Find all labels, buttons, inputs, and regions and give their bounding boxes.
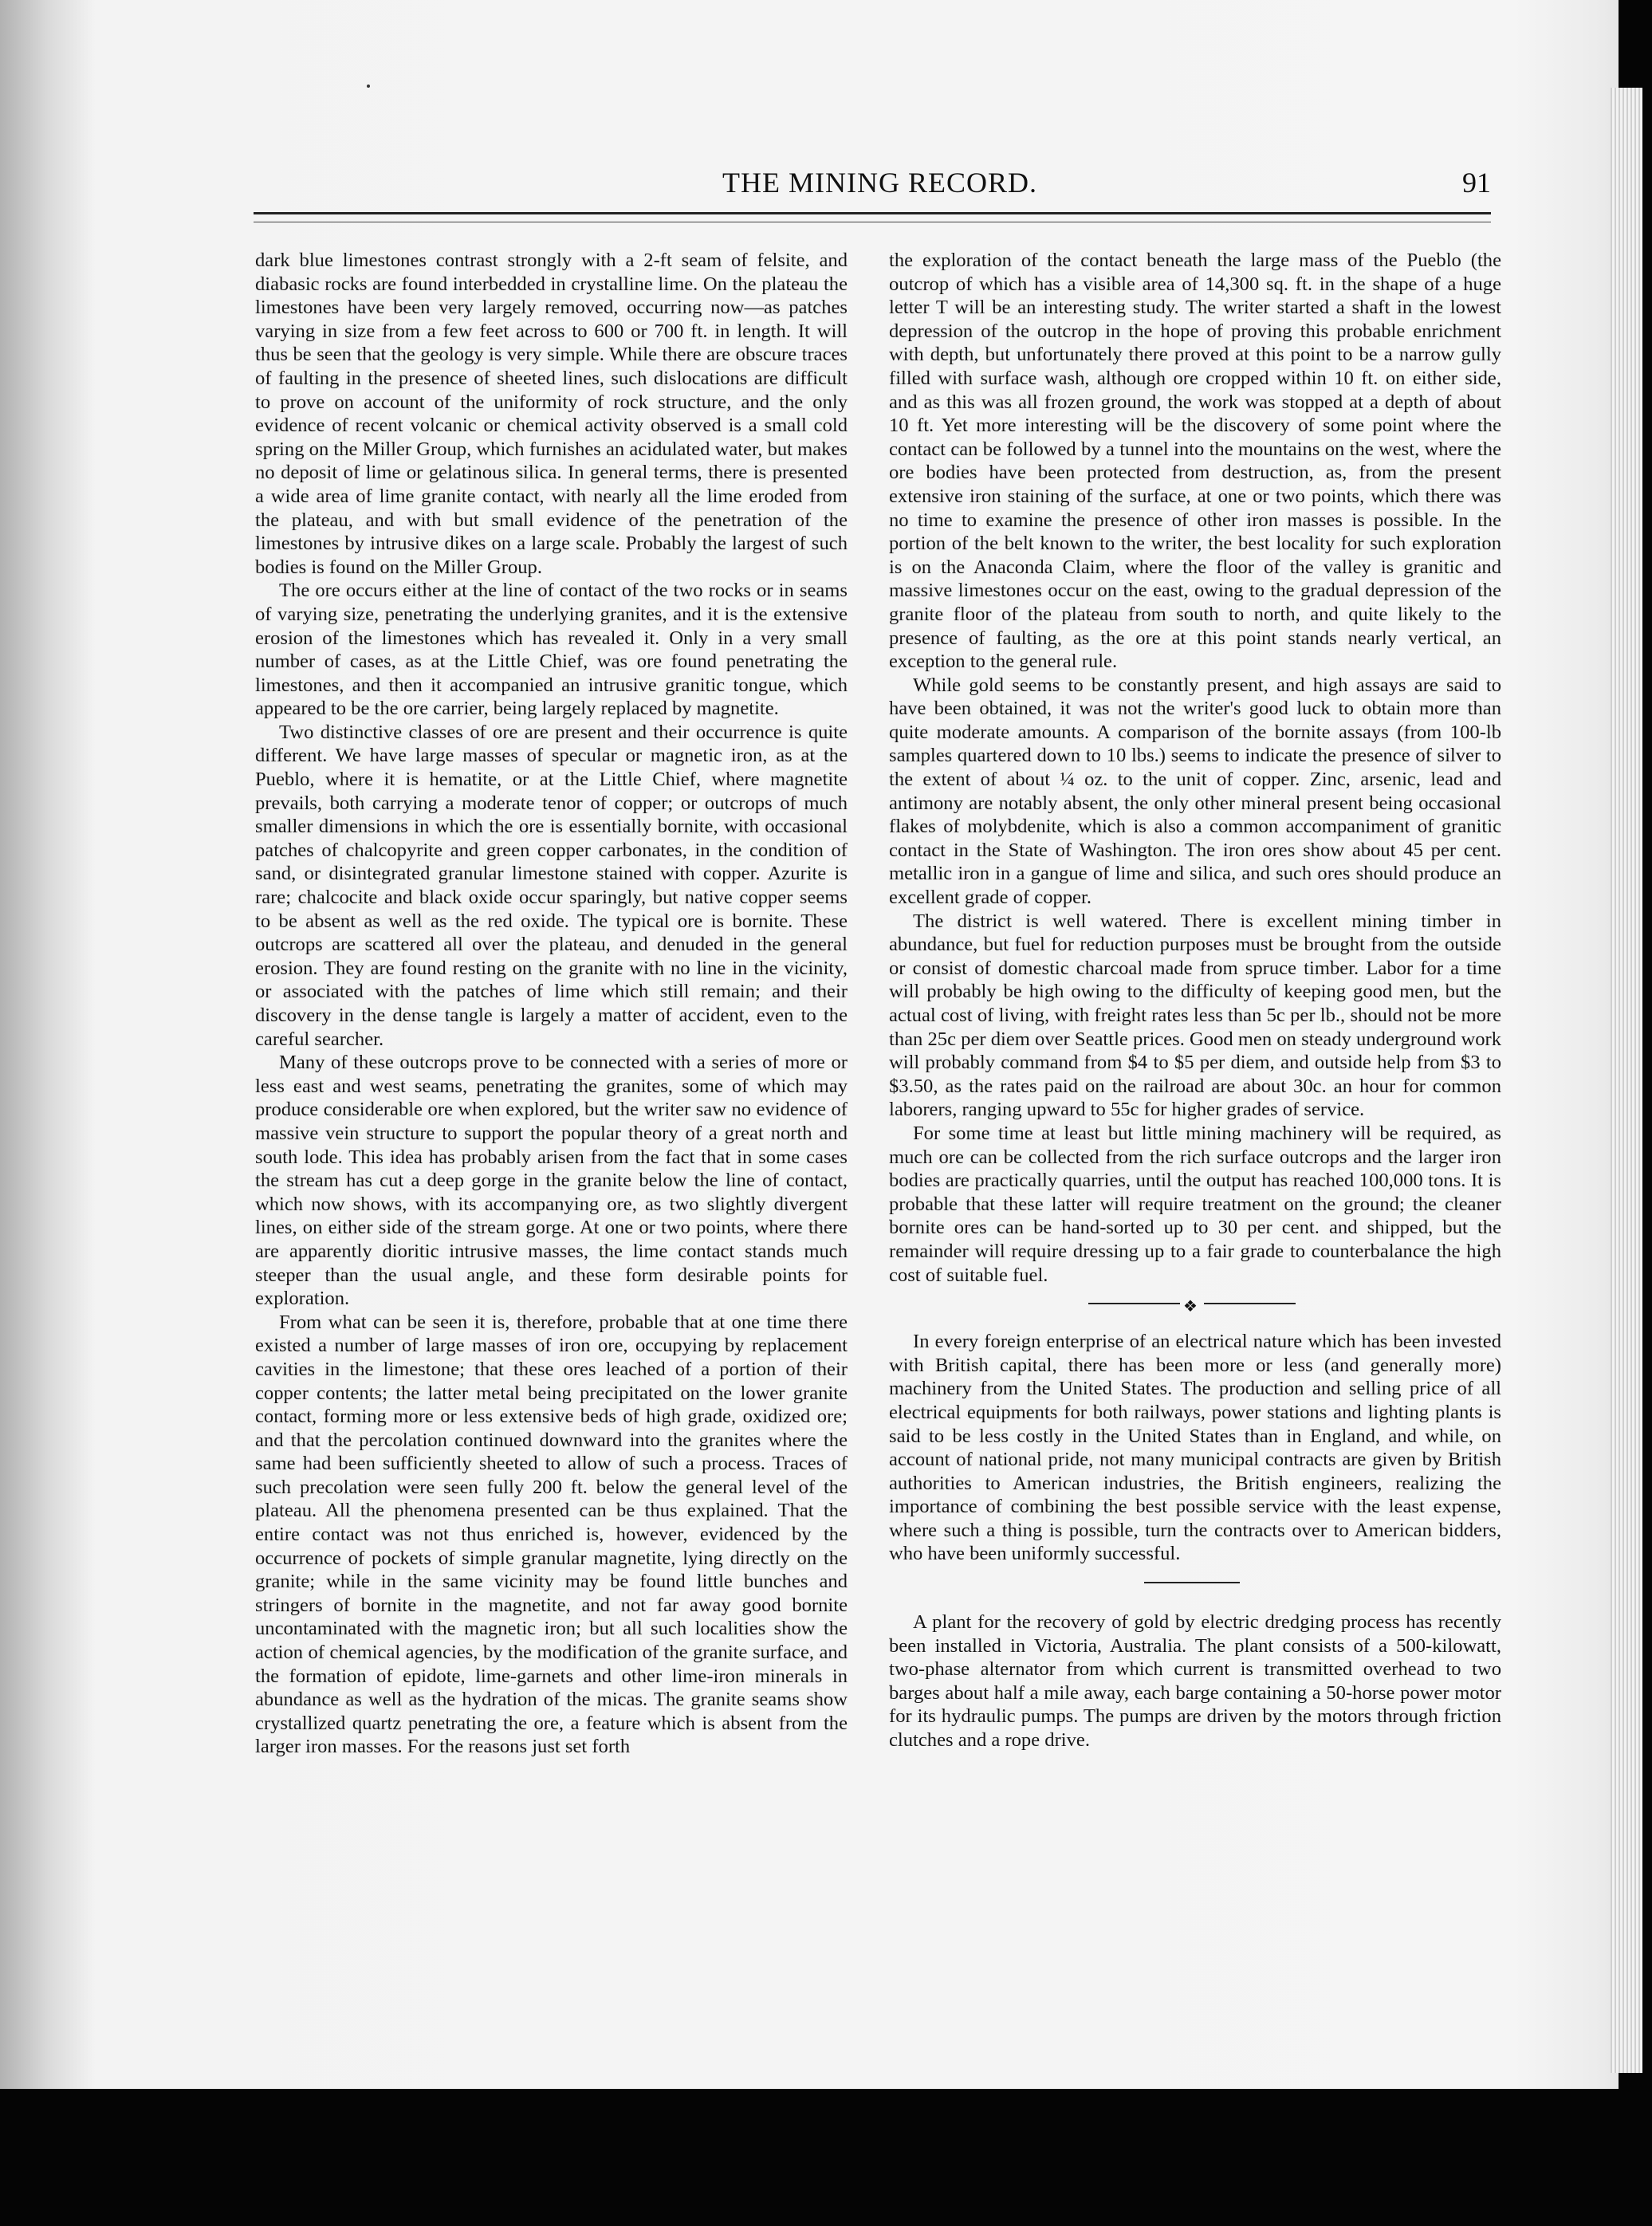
paragraph: Two distinctive classes of ore are present and their occurrence is quite different. We have large masses of specular or magnetic iron, as at the Pueblo, where it is hematite, or at the Little Chief, where magnetite prevails, both carrying a moderate tenor of copper; or outcrops of much smaller dimensions in which the ore is essentially bornite, with occasional patches of chalcopyrite and green copper carbonates, in the condition of sand, or disintegrated granular limestone stained with copper. Azurite is rare; chalcocite and black oxide occur sparingly, but native copper seems to be absent as well as the red oxide. The typical ore is bornite. These outcrops are scattered all over the plateau, and denuded in the general erosion. They are found resting on the granite with no line in the vicinity, or associated with the patches of lime which still remain; and their discovery in the dense tangle is largely a matter of accident, even to the careful searcher. [255,721,848,1050]
header-rule [254,212,1491,222]
right-column [889,249,1501,1752]
left-column [255,249,848,1759]
page-number: 91 [1462,167,1491,199]
paragraph: From what can be seen it is, therefore, probable that at one time there existed a number of large masses of iron ore, occupying by replacement cavities in the limestone; that these ores leached of a portion of their copper contents; the latter metal being precipitated on the lower granite contact, forming more or less extensive beds of high grade, oxidized ore; and that the percolation continued downward into the granites where the same had been sufficiently sheeted to allow of such a process. Traces of such precolation were seen fully 200 ft. below the general level of the plateau. All the phenomena presented can be thus explained. That the entire contact was not thus enriched is, however, evidenced by the occurrence of pockets of simple granular magnetite, lying directly on the granite; while in the same vicinity may be found little bunches and stringers of bornite in the magnetite, and not far away good bornite uncontaminated with the magnetic iron; but all such localities show the action of chemical agencies, by the modification of the granite surface, and the formation of epidote, lime-garnets and other lime-iron minerals in abundance as well as the hydration of the micas. The granite seams show crystallized quartz penetrating the ore, a feature which is absent from the larger iron masses. For the reasons just set forth [255,1311,848,1758]
separator-line [1144,1582,1240,1583]
binding-shadow [0,0,96,2089]
paragraph: the exploration of the contact beneath the large mass of the Pueblo (the outcrop of which has a visible area of 14,300 sq. ft. in the shape of a huge letter T will be an interesting study. The writer started a shaft in the lowest depression of the outcrop in the hope of proving this probable enrichment with depth, but unfortunately there proved at this point to be a narrow gully filled with surface wash, although ore cropped within 10 ft. on either side, and as this was all frozen ground, the work was stopped at a depth of about 10 ft. Yet more interesting will be the discovery of some point where the contact can be followed by a tunnel into the mountains on the west, where the ore bodies have been protected from destruction, as, from the present extensive iron staining of the surface, at one or two points, which there was no time to examine the presence of other iron masses is possible. In the portion of the belt known to the writer, the best locality for such exploration is on the Anaconda Claim, where the floor of the valley is granitic and massive limestones occur on the east, owing to the gradual depression of the granite floor of the plateau from south to north, and quite likely to the presence of faulting, as the ore at this point stands nearly vertical, an exception to the general rule. [889,250,1501,673]
scan-speck [367,85,370,88]
journal-title: THE MINING RECORD. [722,167,1037,199]
news-note [889,1330,1501,1566]
paragraph: For some time at least but little mining machinery will be required, as much ore can be collected from the rich surface outcrops and the larger iron bodies are practically quarries, until the output has reached 100,000 tons. It is probable that these latter will require treatment on the ground; the cleaner bornite ores can be hand-sorted up to 30 per cent. and shipped, but the remainder will require dressing up to a fair grade to counterbalance the high cost of suitable fuel. [889,1122,1501,1286]
paragraph: The district is well watered. There is excellent mining timber in abundance, but fuel for reduction purposes must be brought from the outside or consist of domestic charcoal made from spruce timber. Labor for a time will probably be high owing to the difficulty of keeping good men, but the actual cost of living, with freight rates less than 5c per lb., should not be more than 25c per diem over Seattle prices. Good men on steady underground work will probably command from $4 to $5 per diem, and outside help from $3 to $3.50, as the rates paid on the railroad are about 30c. an hour for common laborers, ranging upward to 55c for higher grades of service. [889,910,1501,1121]
paragraph: Many of these outcrops prove to be connected with a series of more or less east and west seams, penetrating the granites, some of which may produce considerable ore when explored, but the writer saw no evidence of massive vein structure to support the popular theory of a great north and south lode. This idea has probably arisen from the fact that in some cases the stream has cut a deep gorge in the granite below the line of contact, which now shows, with its accompanying ore, as two slightly divergent lines, on either side of the stream gorge. At one or two points, where there are apparently dioritic intrusive masses, the lime contact stands much steeper than the usual angle, and these form desirable points for exploration. [255,1052,848,1310]
paragraph: dark blue limestones contrast strongly with a 2-ft seam of felsite, and diabasic rocks are found interbedded in crystalline lime. On the plateau the limestones have been very largely removed, occurring now—as patches varying in size from a few feet across to 600 or 700 ft. in length. It will thus be seen that the geology is very simple. While there are obscure traces of faulting in the presence of sheeted lines, such dislocations are difficult to prove on account of the uniformity of rock structure, and the only evidence of recent volcanic or chemical activity observed is a small cold spring on the Miller Group, which furnishes an acidulated water, but makes no deposit of lime or gelatinous silica. In general terms, there is presented a wide area of lime granite contact, with nearly all the lime eroded from the plateau, and with but small evidence of the penetration of the limestones by intrusive dikes on a large scale. Probably the largest of such bodies is found on the Miller Group. [255,250,848,578]
paragraph: A plant for the recovery of gold by electric dredging process has recently been installed in Victoria, Australia. The plant consists of a 500-kilowatt, two-phase alternator from which current is transmitted overhead to two barges about half a mile away, each barge containing a 50-horse power motor for its hydraulic pumps. The pumps are driven by the motors through friction clutches and a rope drive. [889,1611,1501,1752]
page-stack-edge [1611,88,1642,2073]
paragraph: While gold seems to be constantly present, and high assays are said to have been obtained, it was not the writer's good luck to obtain more than quite moderate amounts. A comparison of the bornite assays (from 100-lb samples quartered down to 10 lbs.) seems to indicate the presence of silver to the extent of about ¼ oz. to the unit of copper. Zinc, arsenic, lead and antimony are notably absent, the only other mineral present being occasional flakes of molybdenite, which is also a common accompaniment of granitic contact in the State of Washington. The iron ores show about 45 per cent. metallic iron in a gangue of lime and silica, and such ores should produce an excellent grade of copper. [889,674,1501,909]
news-note [889,1611,1501,1752]
separator-line [1088,1303,1180,1304]
paragraph: In every foreign enterprise of an electrical nature which has been invested with British capital, there has been more or less (and generally more) machinery from the United States. The production and selling price of all electrical equipments for both railways, power stations and lighting plants is said to be less costly in the United States than in England, and while, on account of national pride, not many municipal contracts are given by British authorities to American industries, the British engineers, realizing the importance of combining the best possible service with the least expense, where such a thing is possible, turn the contracts over to American bidders, who have been uniformly successful. [889,1331,1501,1565]
ornament-icon: ❖ [1183,1298,1198,1316]
section-separator [889,1292,1501,1316]
paragraph: The ore occurs either at the line of contact of the two rocks or in seams of varying size, penetrating the underlying granites, and it is the extensive erosion of the limestones which has revealed it. Only in a very small number of cases, as at the Little Chief, was ore found penetrating the limestones, and then it accompanied an intrusive granitic tongue, which appeared to be the ore carrier, being largely replaced by magnetite. [255,580,848,720]
running-head [247,166,1491,201]
short-rule [889,1572,1501,1593]
separator-line [1204,1303,1296,1304]
